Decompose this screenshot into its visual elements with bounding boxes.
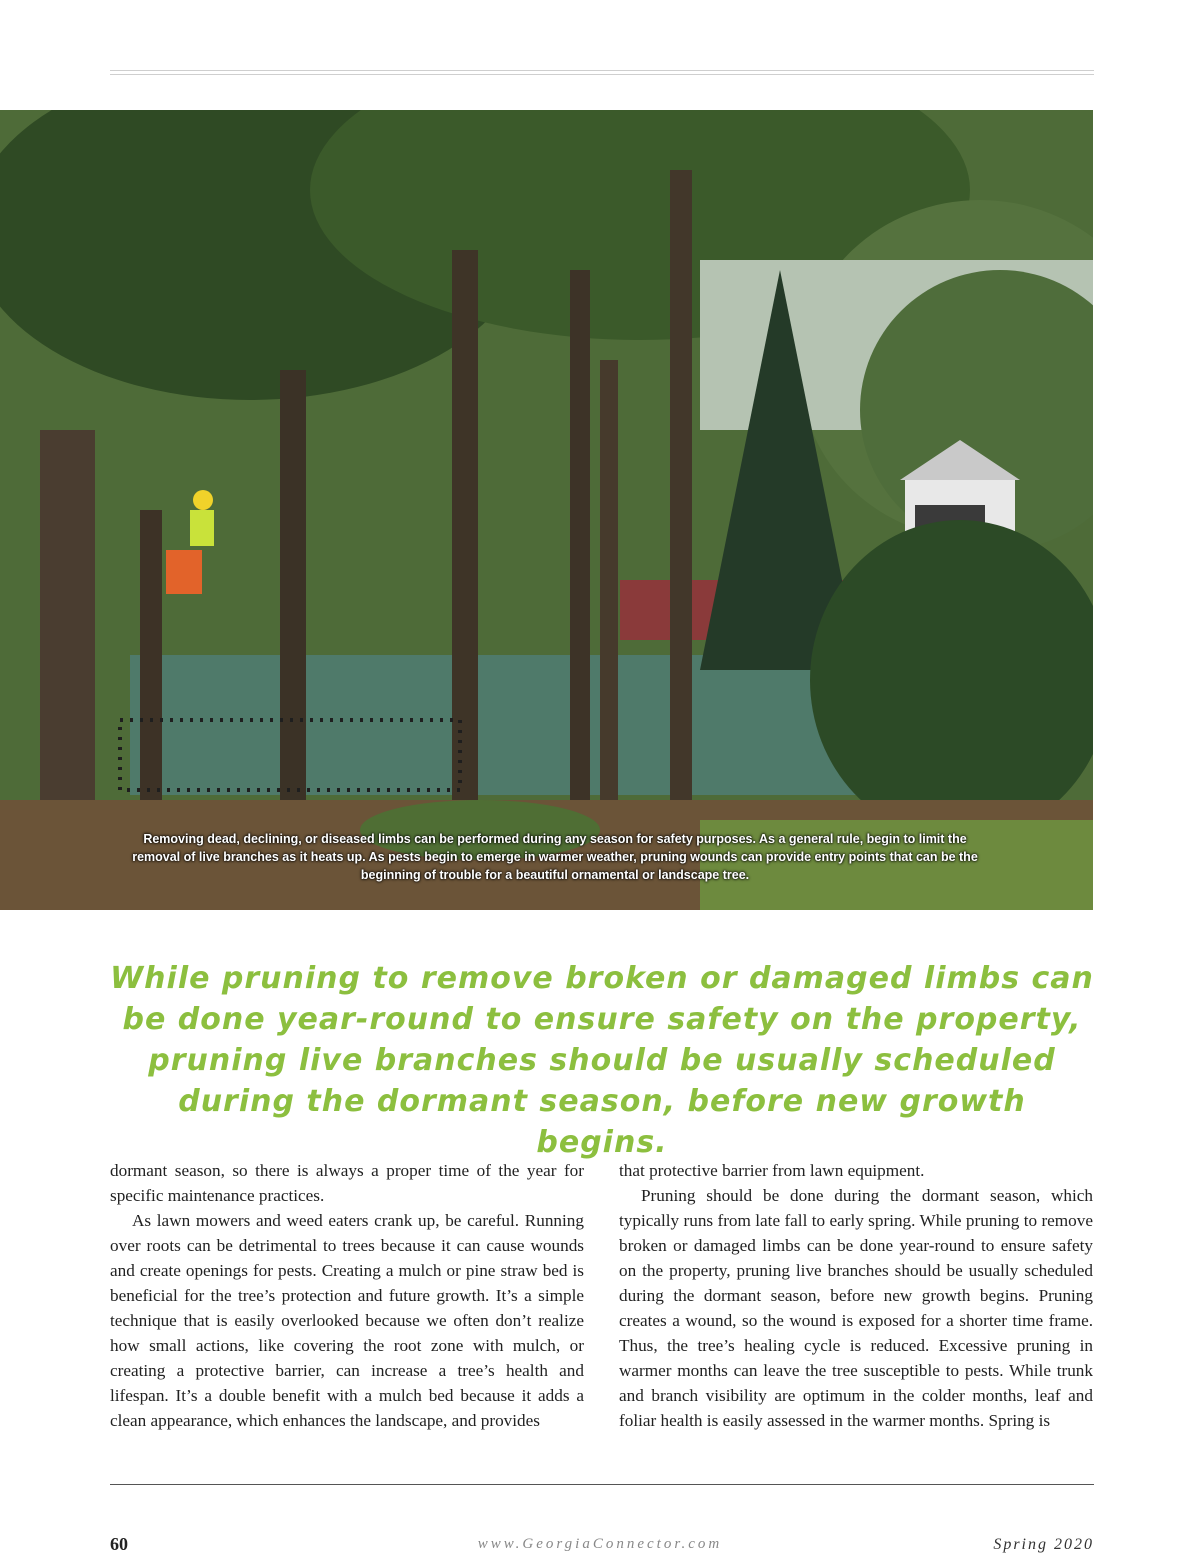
pull-quote: While pruning to remove broken or damaged limbs can be done year-round to ensure safety on the property, pruning live branches should be usually scheduled during the dormant season, before new growth begins. bbox=[110, 961, 1094, 1160]
body-paragraph: As lawn mowers and weed eaters crank up, be careful. Running over roots can be detrimental to trees because it can cause wounds and create openings for pests. Creating a mulch or pine straw bed is beneficial for the tree’s protection and future growth. It’s a simple technique that is easily overlooked because we often don’t realize how small actions, like covering the root zone with mulch, or creating a protective barrier, can increase a tree’s health and lifespan. It’s a double benefit with a mulch bed because it adds a clean appearance, which enhances the landscape, and provides bbox=[110, 1211, 584, 1430]
website-url[interactable]: www.GeorgiaConnector.com bbox=[477, 1536, 723, 1552]
page-number: 60 bbox=[110, 1534, 128, 1554]
tree-pruning-photo bbox=[0, 110, 1093, 910]
footer-rule bbox=[110, 1484, 1094, 1485]
issue-label: Spring 2020 bbox=[993, 1536, 1094, 1553]
body-paragraph: Pruning should be done during the dormant season, which typically runs from late fall to early spring. While pruning to remove broken or damaged limbs can be done year-round to ensure safety on the property, pruning live branches should be usually scheduled during the dormant season, before new growth begins. Pruning creates a wound, so the wound is exposed for a shorter time frame. Thus, the tree’s healing cycle is reduced. Excessive pruning in warmer months can leave the tree susceptible to pests. While trunk and branch visibility are optimum in the colder months, leaf and foliar health is easily assessed in the warmer months. Spring is bbox=[619, 1186, 1093, 1430]
photo-caption: Removing dead, declining, or diseased limbs can be performed during any season for safety purposes. As a general rule, begin to limit the removal of live branches as it heats up. As pests begin to emerge in warmer weather, pruning wounds can provide entry points that can be the beginning of trouble for a beautiful ornamental or landscape tree. bbox=[132, 832, 978, 882]
top-rule-2 bbox=[110, 74, 1094, 75]
body-column-left bbox=[110, 1158, 584, 1433]
photo-illustration bbox=[0, 110, 1093, 910]
body-paragraph: that protective barrier from lawn equipment. bbox=[619, 1161, 925, 1180]
body-paragraph: dormant season, so there is always a proper time of the year for specific maintenance practices. bbox=[110, 1161, 584, 1205]
top-rule bbox=[110, 70, 1094, 71]
body-column-right bbox=[619, 1158, 1093, 1433]
